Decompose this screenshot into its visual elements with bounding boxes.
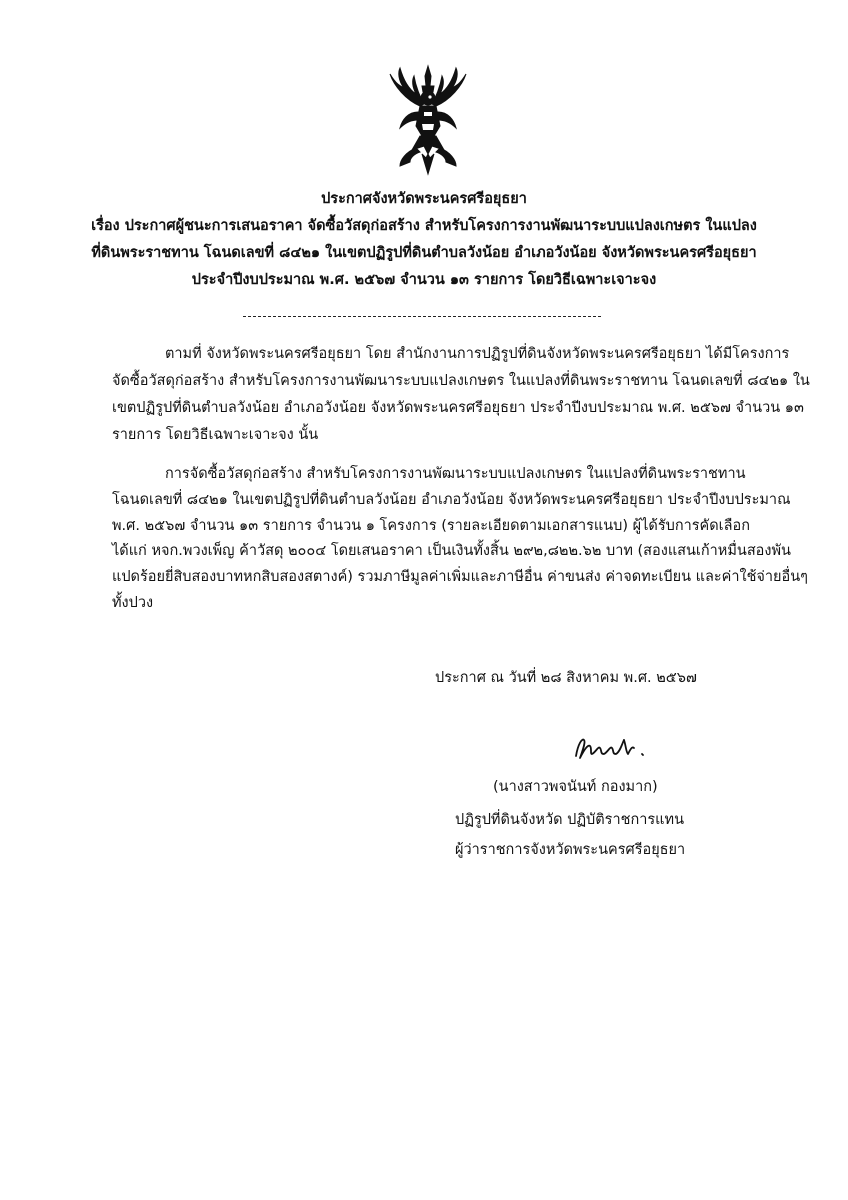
- garuda-emblem-icon: [386, 64, 470, 176]
- signer-name: (นางสาวพจนันท์ กองมาก): [493, 779, 658, 795]
- paragraph-2-line-3: พ.ศ. ๒๕๖๗ จำนวน ๑๓ รายการ จำนวน ๑ โครงการ (รายละเอียดตามเอกสารแนบ) ผู้ได้รับการคัดเลือก: [112, 518, 750, 534]
- paragraph-2-line-4: ได้แก่ หจก.พวงเพ็ญ ค้าวัสดุ ๒๐๐๔ โดยเสนอราคา เป็นเงินทั้งสิ้น ๒๙๒,๘๒๒.๖๒ บาท (สองแสนเก้าหมื่นสองพัน: [112, 543, 791, 559]
- announcement-date: ประกาศ ณ วันที่ ๒๘ สิงหาคม พ.ศ. ๒๕๖๗: [435, 670, 697, 686]
- paragraph-1-line-4: รายการ โดยวิธีเฉพาะเจาะจง นั้น: [112, 427, 319, 443]
- paragraph-1-line-3: เขตปฏิรูปที่ดินตำบลวังน้อย อำเภอวังน้อย จังหวัดพระนครศรีอยุธยา ประจำปีงบประมาณ พ.ศ. ๒๕๖๗ จำนวน ๑๓: [112, 400, 804, 416]
- subject-line-1: เรื่อง ประกาศผู้ชนะการเสนอราคา จัดซื้อวัสดุก่อสร้าง สำหรับโครงการงานพัฒนาระบบแปลงเกษตร ในแปลง: [91, 218, 757, 234]
- paragraph-1-line-1: ตามที่ จังหวัดพระนครศรีอยุธยา โดย สำนักงานการปฏิรูปที่ดินจังหวัดพระนครศรีอยุธยา ได้มีโครงการ: [165, 346, 790, 362]
- paragraph-1-line-2: จัดซื้อวัสดุก่อสร้าง สำหรับโครงการงานพัฒนาระบบแปลงเกษตร ในแปลงที่ดินพระราชทาน โฉนดเลขที่ ๘๔๒๑ ใน: [112, 373, 810, 389]
- signer-position-line-1: ปฏิรูปที่ดินจังหวัด ปฏิบัติราชการแทน: [455, 812, 684, 828]
- header-divider: [243, 316, 601, 317]
- subject-block: [80, 213, 768, 294]
- paragraph-2-line-1: การจัดซื้อวัสดุก่อสร้าง สำหรับโครงการงานพัฒนาระบบแปลงเกษตร ในแปลงที่ดินพระราชทาน: [165, 466, 746, 482]
- subject-line-2: ที่ดินพระราชทาน โฉนดเลขที่ ๘๔๒๑ ในเขตปฏิรูปที่ดินตำบลวังน้อย อำเภอวังน้อย จังหวัดพระนครศรีอยุธยา: [91, 245, 757, 261]
- signer-position-line-2: ผู้ว่าราชการจังหวัดพระนครศรีอยุธยา: [455, 842, 686, 858]
- document-title: ประกาศจังหวัดพระนครศรีอยุธยา: [321, 191, 527, 207]
- paragraph-2-line-5: แปดร้อยยี่สิบสองบาทหกสิบสองสตางค์) รวมภาษีมูลค่าเพิ่มและภาษีอื่น ค่าขนส่ง ค่าจดทะเบียน และค่าใช้จ่ายอื่นๆ: [112, 569, 808, 585]
- subject-line-3: ประจำปีงบประมาณ พ.ศ. ๒๕๖๗ จำนวน ๑๓ รายการ โดยวิธีเฉพาะเจาะจง: [191, 272, 657, 288]
- paragraph-2-line-6: ทั้งปวง: [112, 595, 154, 611]
- paragraph-2-line-2: โฉนดเลขที่ ๘๔๒๑ ในเขตปฏิรูปที่ดินตำบลวังน้อย อำเภอวังน้อย จังหวัดพระนครศรีอยุธยา ประจำปีงบประมาณ: [112, 492, 791, 508]
- handwritten-signature: [572, 730, 648, 764]
